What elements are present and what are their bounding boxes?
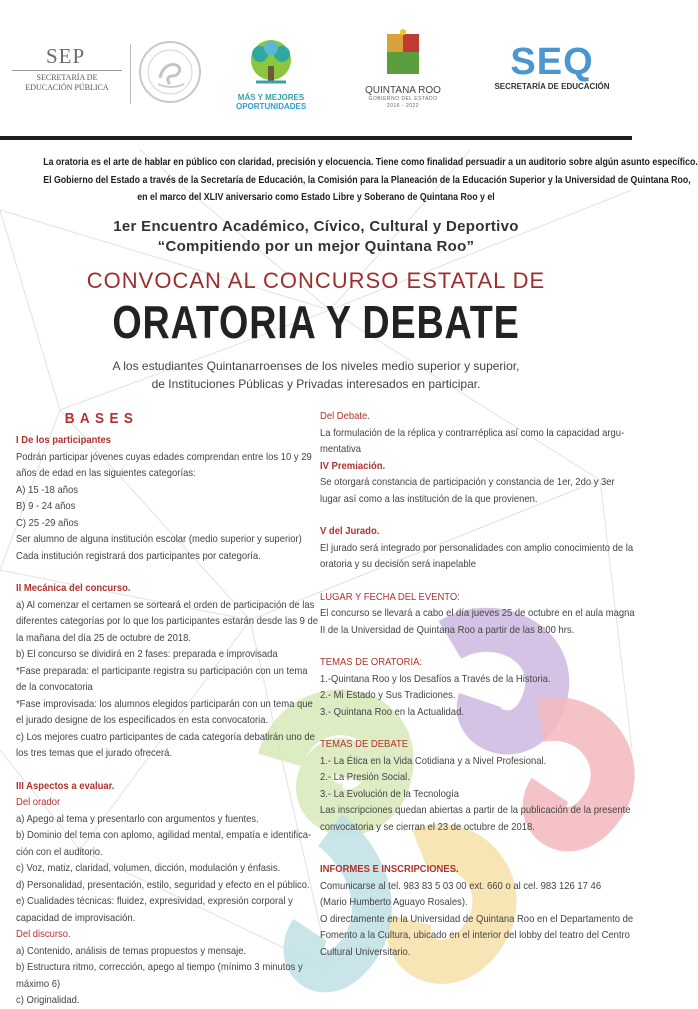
seq-logo-subtitle: SECRETARÍA DE EDUCACIÓN: [494, 82, 610, 91]
s3a-line: capacidad de improvisación.: [16, 911, 136, 924]
lugar-line: El concurso se llevará a cabo el día jueves 25 de octubre en el aula magna: [320, 607, 635, 619]
s2-line: c) Los mejores cuatro participantes de cada categoría debatirán uno de: [16, 730, 315, 743]
s2-line: el jurado designe de los especificados en esta convocatoria.: [16, 714, 269, 726]
s2-line: diferentes categorías por lo que los participantes estarán desde las 9 de: [16, 615, 319, 627]
informes-line: Fomento a la Cultura, ubicado en el interior del lobby del teatro del Centro: [320, 929, 630, 941]
s1-line: Ser alumno de alguna institución escolar (medio superior y superior): [16, 533, 302, 545]
sep-logo-subtitle-1: SECRETARÍA DE: [36, 73, 98, 82]
s3a-line: e) Cualidades técnicas: fluidez, expresividad, expresión corporal y: [16, 895, 293, 907]
inscripciones-line: Las inscripciones quedan abiertas a partir de la publicación de la presente: [320, 804, 631, 816]
s1-line: C) 25 -29 años: [16, 516, 79, 529]
audience-text: [0, 357, 632, 393]
s2-line: *Fase preparada: el participante registra su participación con un tema: [16, 664, 308, 677]
mmo-line2: OPORTUNIDADES: [236, 102, 307, 111]
logo-divider: [130, 44, 131, 104]
s3b-line: c) Originalidad.: [16, 994, 80, 1006]
informes-line: O directamente en la Universidad de Quintana Roo en el Departamento de: [320, 912, 634, 925]
debate-subtitle: Del Debate.: [320, 410, 370, 422]
s2-line: a) Al comenzar el certamen se sorteará el orden de participación de las: [16, 598, 315, 611]
s3a-line: d) Personalidad, presentación, estilo, seguridad y efecto en el público.: [16, 878, 310, 891]
debate-line: mentativa: [320, 443, 361, 455]
s1-line: B) 9 - 24 años: [16, 500, 76, 512]
s3a-line: ción con el auditorio.: [16, 845, 103, 858]
national-seal-icon: [138, 40, 202, 104]
tema-oratoria: 1.-Quintana Roo y los Desafíos a Través de la Historia.: [320, 672, 551, 685]
s3b-line: b) Estructura ritmo, corrección, apego al tiempo (mínimo 3 minutos y: [16, 961, 303, 973]
tema-debate: 1.- La Ética en la Vida Cotidiana y a Nivel Profesional.: [320, 754, 547, 767]
s5-line: oratoria y su decisión será inapelable: [320, 558, 477, 570]
intro-paragraph: [38, 140, 698, 207]
audience-line-1: A los estudiantes Quintanarroenses de los niveles medio superior y superior,: [112, 358, 520, 373]
informes-line: (Mario Humberto Aguayo Rosales).: [320, 896, 468, 908]
intro-line-3: en el marco del XLIV aniversario como Estado Libre y Soberano de Quintana Roo y el: [137, 192, 495, 203]
section-4-title: IV Premiación.: [320, 459, 386, 472]
s3b-line: a) Contenido, análisis de temas propuestos y mensaje.: [16, 944, 247, 957]
audience-line-2: de Instituciones Públicas y Privadas interesados en participar.: [151, 376, 481, 391]
event-name-line1: 1er Encuentro Académico, Cívico, Cultural y Deportivo: [113, 217, 519, 235]
tema-oratoria: 2.- Mi Estado y Sus Tradiciones.: [320, 689, 456, 701]
informes-line: Cultural Universitario.: [320, 945, 411, 958]
s2-line: *Fase improvisada: los alumnos elegidos participarán con un tema que: [16, 697, 313, 710]
lugar-title: LUGAR Y FECHA DEL EVENTO:: [320, 590, 460, 603]
intro-line-2: El Gobierno del Estado a través de la Secretaría de Educación, la Comisión para la Planeación de la Educación Superior y la Universidad de Quintana Roo,: [43, 174, 691, 186]
s2-line: la mañana del día 25 de octubre de 2018.: [16, 631, 191, 644]
mmo-line1: MÁS Y MEJORES: [237, 93, 305, 102]
seq-logo-name: SEQ: [510, 41, 594, 83]
logos-header: [0, 0, 632, 140]
page-title: ORATORIA Y DEBATE: [112, 295, 520, 348]
sep-logo: [12, 44, 122, 93]
s2-line: b) El concurso se dividirá en 2 fases: preparada e improvisada: [16, 648, 278, 660]
s3b-line: máximo 6): [16, 977, 61, 990]
event-slogan: “Compitiendo por un mejor Quintana Roo”: [157, 237, 475, 255]
qroo-years: 2016 - 2022: [386, 103, 420, 109]
temas-debate-title: TEMAS DE DEBATE: [320, 738, 409, 750]
s1-line: Cada institución registrará dos participantes por categoría.: [16, 549, 261, 562]
section-5-title: V del Jurado.: [320, 525, 380, 537]
tema-debate: 2.- La Presión Social.: [320, 771, 410, 783]
lugar-line: II de la Universidad de Quintana Roo a partir de las 8:00 hrs.: [320, 623, 575, 636]
s3a-line: c) Voz, matiz, claridad, volumen, dicción, modulación y énfasis.: [16, 862, 281, 874]
tree-icon: [236, 38, 306, 88]
s4-line: Se otorgará constancia de participación y constancia de 1er, 2do y 3er: [320, 476, 615, 488]
intro-line-1: La oratoria es el arte de hablar en público con claridad, precisión y elocuencia. Tiene como finalidad persuadir a un auditorio sobre algún asunto específico.: [43, 157, 698, 168]
debate-line: La formulación de la réplica y contrarréplica así como la capacidad argu-: [320, 426, 625, 439]
tema-debate: 3.- La Evolución de la Tecnología: [320, 787, 460, 800]
qroo-name: QUINTANA ROO: [365, 85, 441, 96]
s3-subtitle-discurso: Del discurso.: [16, 928, 71, 940]
left-column: [16, 408, 319, 1009]
seq-logo: [493, 42, 611, 92]
informes-title: INFORMES E INSCRIPCIONES.: [320, 863, 459, 875]
tema-oratoria: 3.- Quintana Roo en la Actualidad.: [320, 705, 464, 718]
s3a-line: b) Dominio del tema con aplomo, agilidad mental, empatía e identifica-: [16, 829, 312, 841]
quintana-roo-logo: [360, 30, 446, 110]
mas-mejores-oportunidades-logo: [236, 38, 306, 111]
temas-oratoria-title: TEMAS DE ORATORIA:: [320, 656, 423, 668]
section-2-title: II Mecánica del concurso.: [16, 582, 131, 594]
shield-icon: [360, 30, 446, 80]
sep-logo-subtitle-2: EDUCACIÓN PÚBLICA: [25, 83, 109, 92]
s1-line: A) 15 -18 años: [16, 483, 79, 496]
s1-line: años de edad en las siguientes categorías:: [16, 467, 196, 479]
section-1-title: I De los participantes: [16, 434, 112, 446]
s2-line: los tres temas que el jurado ofrecerá.: [16, 747, 173, 759]
qroo-subtitle: GOBIERNO DEL ESTADO: [368, 96, 438, 102]
sep-logo-name: SEP: [46, 44, 86, 68]
right-column: [320, 408, 635, 960]
s2-line: de la convocatoria: [16, 681, 93, 693]
section-3-title: III Aspectos a evaluar.: [16, 779, 115, 792]
s4-line: lugar así como a las institución de la que provienen.: [320, 492, 538, 505]
s3a-line: a) Apego al tema y presentarlo con argumentos y fuentes.: [16, 812, 259, 825]
convocan-heading: CONVOCAN AL CONCURSO ESTATAL DE: [86, 267, 546, 293]
informes-line: Comunicarse al tel. 983 83 5 03 00 ext. 660 o al cel. 983 126 17 46: [320, 879, 602, 892]
bases-heading: BASES: [64, 410, 139, 427]
s5-line: El jurado será integrado por personalidades con amplio conocimiento de la: [320, 541, 634, 554]
event-name: [0, 217, 632, 257]
s1-line: Podrán participar jóvenes cuyas edades comprendan entre los 10 y 29: [16, 450, 312, 463]
inscripciones-line: convocatoria y se cierran el 23 de octubre de 2018.: [320, 820, 535, 833]
s3-subtitle-orador: Del orador: [16, 796, 61, 808]
